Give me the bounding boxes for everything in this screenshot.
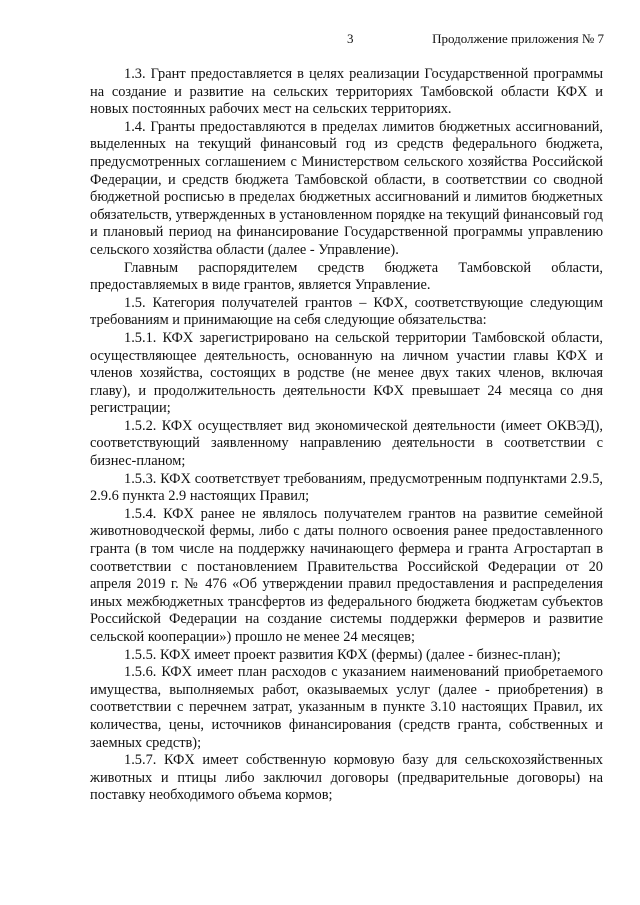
paragraph-1-5-6: 1.5.6. КФХ имеет план расходов с указанием наименований приобретаемого имущества, выполняемых работ, оказываемых услуг (далее - приобретения) в соответствии с перечнем затрат, указанным в пункте 3.10 настоящих Правил, их количества, цены, источников финансирования (средств гранта, собственных и заемных средств);	[90, 664, 603, 751]
paragraph-1-5-5: 1.5.5. КФХ имеет проект развития КФХ (фермы) (далее - бизнес-план);	[124, 646, 561, 663]
appendix-continuation-note: Продолжение приложения № 7	[432, 31, 604, 46]
paragraph-1-5-2: 1.5.2. КФХ осуществляет вид экономической деятельности (имеет ОКВЭД), соответствующий заявленному направлению деятельности в соответствии с бизнес-планом;	[90, 417, 603, 470]
page-header	[0, 31, 640, 49]
paragraph-1-5-3: 1.5.3. КФХ соответствует требованиям, предусмотренным подпунктами 2.9.5, 2.9.6 пункта 2.9 настоящих Правил;	[90, 470, 603, 505]
paragraph-1-5: 1.5. Категория получателей грантов – КФХ, соответствующие следующим требованиям и принимающие на себя следующие обязательства:	[90, 294, 603, 329]
document-body	[90, 66, 603, 805]
paragraph-1-5-4: 1.5.4. КФХ ранее не являлось получателем грантов на развитие семейной животноводческой фермы, либо с даты полного освоения ранее предоставленного гранта (в том числе на поддержку начинающего фермера и гранта Агростартап в соответствии с постановлением Правительства Российской Федерации от 20 апреля 2019 г. № 476 «Об утверждении правил предоставления и распределения иных межбюджетных трансфертов из федерального бюджета бюджетам субъектов Российской Федерации на создание системы поддержки фермеров и развитие сельской кооперации») прошло не менее 24 месяцев;	[90, 505, 603, 645]
page-number: 3	[347, 31, 354, 46]
paragraph-1-4: 1.4. Гранты предоставляются в пределах лимитов бюджетных ассигнований, выделенных на текущий финансовый год из средств федерального бюджета, предусмотренных соглашением с Министерством сельского хозяйства Российской Федерации, и средств бюджета Тамбовской области, в соответствии со сводной бюджетной росписью в пределах бюджетных ассигнований и лимитов бюджетных обязательств, утвержденных в установленном порядке на текущий финансовый год и плановый период на финансирование Государственной программы управлению сельского хозяйства области (далее - Управление).	[90, 118, 603, 258]
paragraph-1-5-1: 1.5.1. КФХ зарегистрировано на сельской территории Тамбовской области, осуществляющее деятельность, основанную на личном участии главы КФХ и членов хозяйства, состоящих в родстве (не менее двух таких членов, включая главу), и продолжительность деятельности КФХ превышает 24 месяца со дня регистрации;	[90, 329, 603, 417]
paragraph-main-administrator: Главным распорядителем средств бюджета Тамбовской области, предоставляемых в виде грантов, является Управление.	[90, 259, 603, 294]
paragraph-1-3: 1.3. Грант предоставляется в целях реализации Государственной программы на создание и развитие на сельских территориях Тамбовской области КФХ и новых постоянных рабочих мест на сельских территориях.	[90, 66, 603, 118]
paragraph-1-5-7: 1.5.7. КФХ имеет собственную кормовую базу для сельскохозяйственных животных и птицы либо заключил договоры (предварительные договоры) на поставку необходимого объема кормов;	[90, 752, 603, 804]
